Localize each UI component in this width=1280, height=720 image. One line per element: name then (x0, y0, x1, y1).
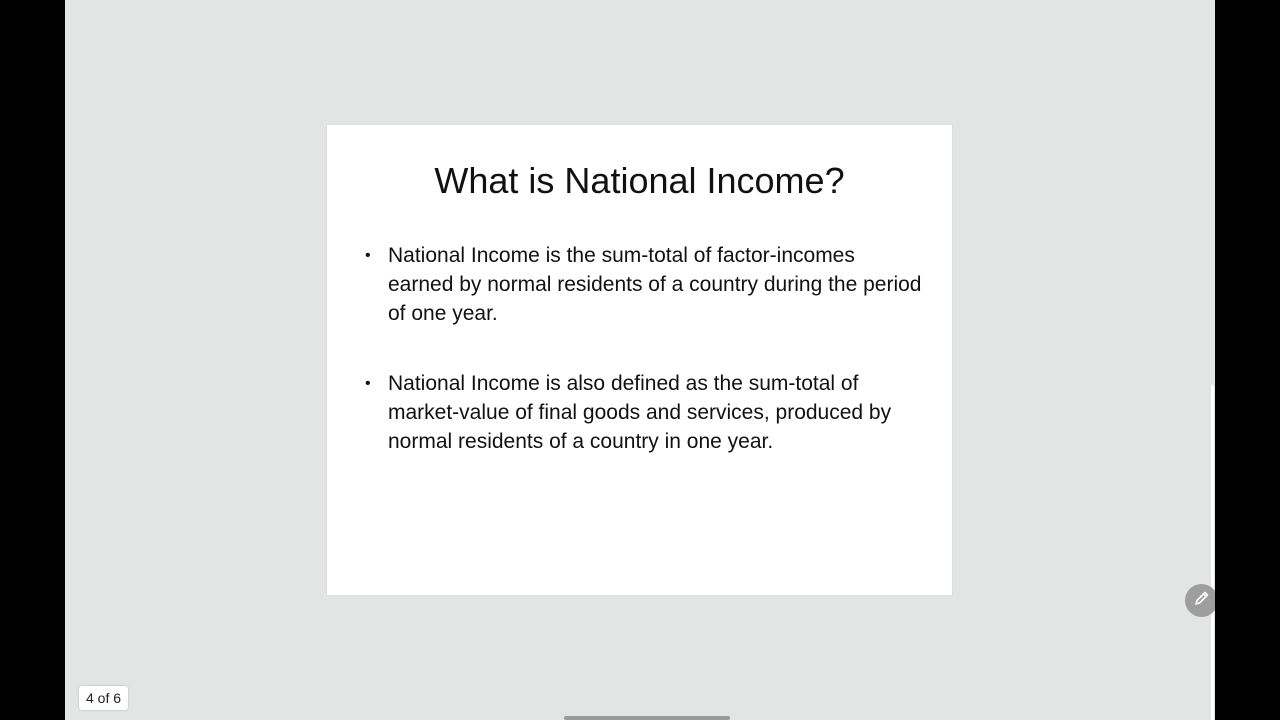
bullet-text: National Income is the sum-total of factor-incomes earned by normal residents of a country during the period of one year. (388, 244, 922, 325)
bullet-icon: • (365, 375, 371, 392)
document-viewer[interactable] (65, 0, 1215, 720)
bullet-item (365, 241, 925, 328)
slide-title: What is National Income? (434, 160, 845, 201)
bullet-list (365, 241, 925, 497)
vertical-scrollbar[interactable] (1211, 385, 1214, 720)
horizontal-scrollbar[interactable] (564, 716, 730, 720)
bullet-item (365, 369, 925, 456)
bullet-icon: • (365, 247, 371, 264)
slide-page (327, 125, 952, 595)
edit-button[interactable] (1185, 584, 1215, 617)
page-indicator: 4 of 6 (79, 686, 128, 710)
pencil-icon (1194, 590, 1210, 611)
bullet-text: National Income is also defined as the sum-total of market-value of final goods and services, produced by normal residents of a country in one year. (388, 372, 892, 453)
